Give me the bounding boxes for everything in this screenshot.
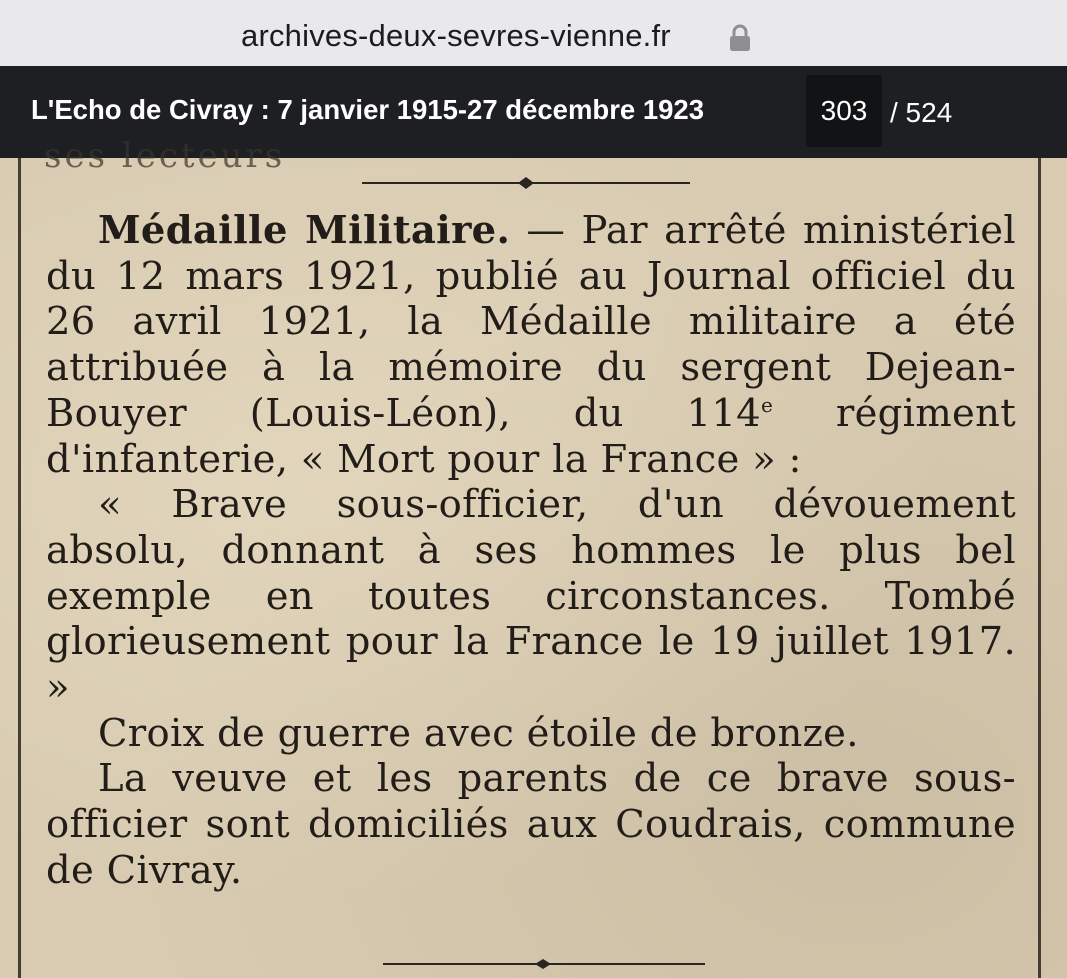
column-rule-right [1038,158,1041,978]
article-body [46,208,1016,894]
separator-ornament-bottom [383,957,705,971]
article-heading-text-end: régiment d'infanterie, « Mort pour la France » : [46,390,1016,482]
cut-off-text: ses lecteurs [44,136,286,176]
document-title: L'Echo de Civray : 7 janvier 1915-27 décembre 1923 [31,94,705,125]
article-award: Croix de guerre avec étoile de bronze. [98,710,859,756]
lock-icon [729,25,751,51]
article-citation: « Brave sous-officier, d'un dévouement absolu, donnant à ses hommes le plus bel exemple en toutes circonstances. Tombé glorieusement pour la France le 19 juillet 1917. » [46,482,1016,711]
browser-address-bar[interactable] [0,0,1067,66]
page-number-input[interactable]: 303 [806,75,882,147]
article-heading-text: — Par arrêté ministériel du 12 mars 1921, publié au Journal officiel du 26 avril 1921, la Médaille militaire a été attribuée à la mémoire du sergent Dejean-Bouyer (Louis-Léon), du 114 [46,208,1017,436]
url-text[interactable]: archives-deux-sevres-vienne.fr [241,18,671,53]
article-family: La veuve et les parents de ce brave sous-officier sont domiciliés aux Coudrais, commune de Civray. [46,756,1016,893]
column-rule-left [18,158,21,978]
newspaper-scan [0,136,1067,978]
superscript-e: e [760,392,774,417]
page-total: / 524 [890,97,953,128]
article-heading: Médaille Militaire. [98,208,511,253]
article-paragraph-heading [46,208,1016,482]
separator-ornament-top [362,175,690,191]
